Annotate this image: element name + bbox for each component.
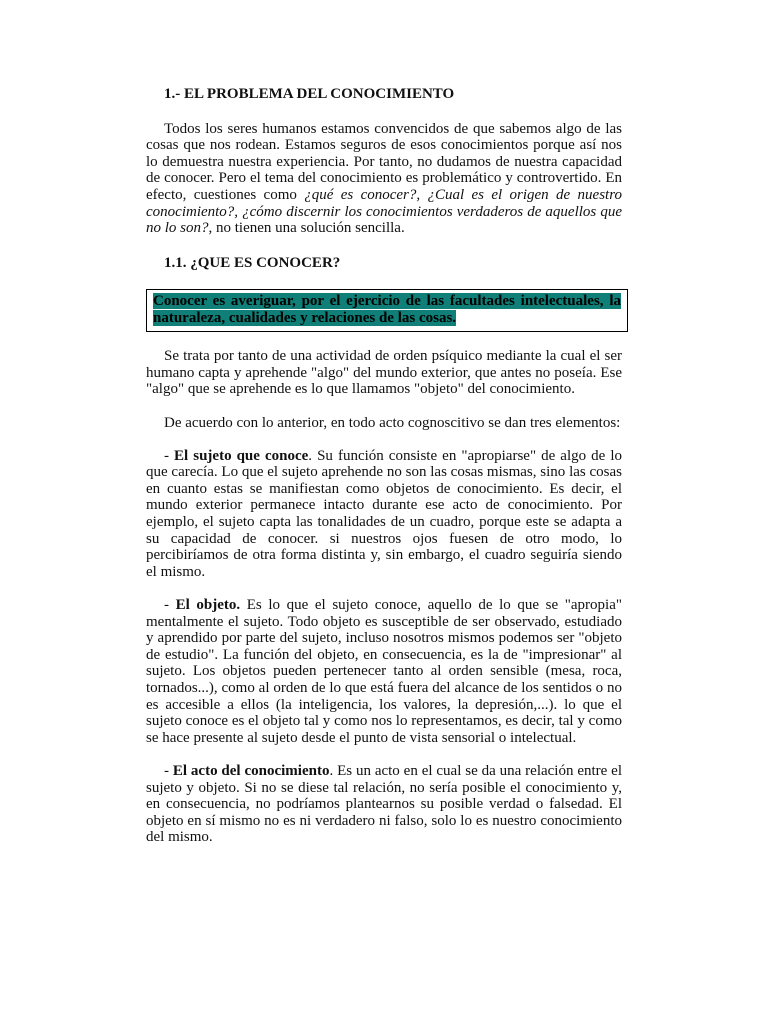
list-item — [146, 763, 622, 846]
element-subject — [146, 448, 622, 581]
item-prefix: - — [164, 447, 175, 464]
item-text: . Es un acto en el cual se da una relación entre el sujeto y objeto. Si no se diese tal relación, no sería posible el conocimiento y, en consecuencia, no podríamos plantearnos su posible verdad o falsedad. El objeto en sí mismo no es ni verdadero ni falso, solo lo es nuestro conocimiento del mismo. — [146, 762, 623, 846]
item-lead: El objeto. — [175, 597, 241, 614]
item-prefix: - — [164, 597, 176, 614]
item-text: . Su función consiste en "apropiarse" de algo de lo que carecía. Lo que el sujeto aprehende no son las cosas mismas, sino las cosas en cuanto estas se manifiestan como objetos de conocimiento. Es decir, el mundo exterior permanece intacto durante ese acto de conocimiento. Por ejemplo, el sujeto capta las tonalidades de un cuadro, porque este se adapta a su capacidad de conocer. si nuestros ojos fuesen de otro modo, lo percibiríamos de otra forma distinta y, sin embargo, el cuadro seguiría siendo el mismo. — [146, 447, 622, 580]
item-prefix: - — [164, 762, 173, 779]
item-text: Es lo que el sujeto conoce, aquello de lo que se "apropia" mentalmente el sujeto. Todo objeto es susceptible de ser observado, estudiado y aprendido por parte del sujeto, incluso nosotros mismos podemos ser "objeto de estudio". La función del objeto, en consecuencia, es la de "impresionar" al sujeto. Los objetos pueden pertenecer tanto al orden sensible (mesa, roca, tornados...), como al orden de lo que está fuera del alcance de los sentidos o no es accesible a ellos (la inteligencia, los valores, la depresión,...). lo que el sujeto conoce es el objeto tal y como nos lo representamos, es decir, tal y como se hace presente al sujeto desde el punto de vista sensorial o intelectual. — [146, 597, 622, 746]
element-object — [146, 597, 622, 746]
intro-text-end: , no tienen una solución sencilla. — [208, 220, 405, 237]
item-lead: El sujeto que conoce — [174, 447, 309, 464]
definition-text: Conocer es averiguar, por el ejercicio de las facultades intelectuales, la naturaleza, cualidades y relaciones de las cosas. — [153, 293, 621, 326]
intro-paragraph — [146, 121, 622, 237]
section-heading: 1.- EL PROBLEMA DEL CONOCIMIENTO — [164, 86, 455, 102]
paragraph-activity: Se trata por tanto de una actividad de orden psíquico mediante la cual el ser humano capta y aprehende "algo" del mundo exterior, que antes no poseía. Ese "algo" que se aprehende es lo que llamamos "objeto" del conocimiento. — [146, 348, 622, 398]
intro-questions: ¿qué es conocer?, ¿Cual es el origen de nuestro conocimiento?, ¿cómo discernir los conocimientos verdaderos de aquellos que no lo son? — [146, 186, 622, 237]
subsection-heading: 1.1. ¿QUE ES CONOCER? — [164, 254, 341, 271]
definition-box — [146, 289, 628, 331]
item-lead: El acto del conocimiento — [172, 762, 330, 779]
list-item — [146, 597, 622, 746]
element-act — [146, 763, 622, 846]
intro-text: Todos los seres humanos estamos convencidos de que sabemos algo de las cosas que nos rodean. Estamos seguros de esos conocimientos porque así nos lo demuestra nuestra experiencia. Por tanto, no dudamos de nuestra capacidad de conocer. Pero el tema del conocimiento es problemático y controvertido. En efecto, cuestiones como — [146, 120, 622, 203]
document-body — [146, 86, 622, 846]
list-item — [146, 448, 622, 581]
paragraph-elements: De acuerdo con lo anterior, en todo acto cognoscitivo se dan tres elementos: — [164, 414, 621, 431]
